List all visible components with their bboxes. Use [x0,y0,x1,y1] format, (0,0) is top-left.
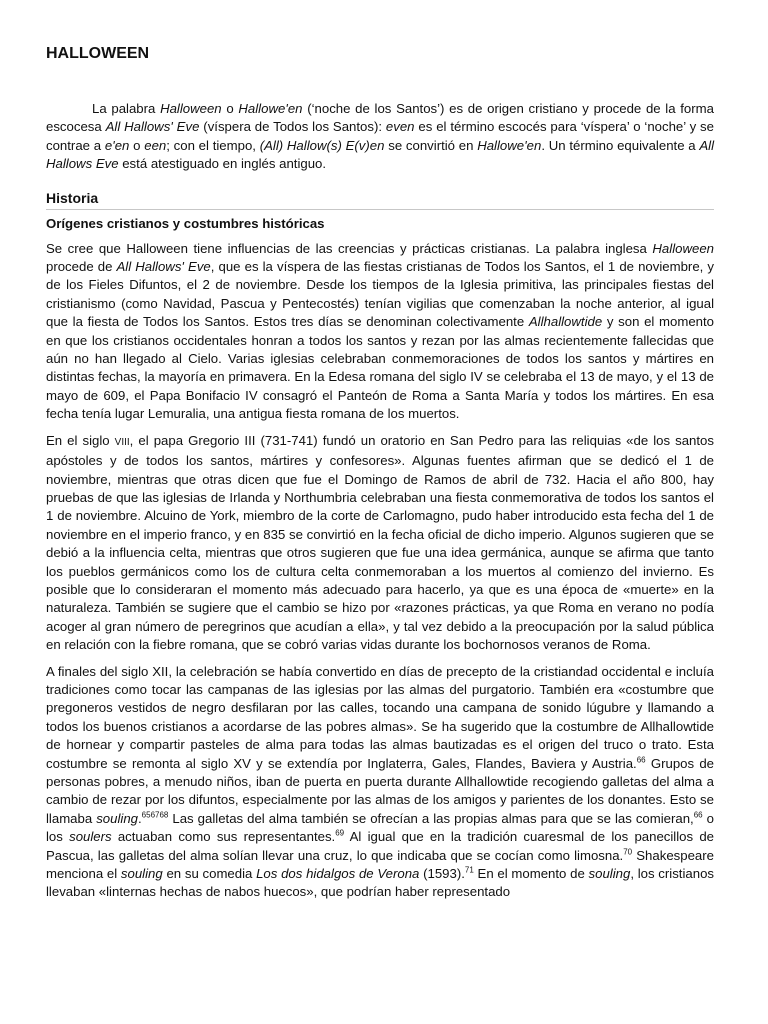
body-paragraph-3: A finales del siglo XII, la celebración se había convertido en días de precepto de la cristiandad occidental e incluía tradiciones como tocar las campanas de las iglesias por las almas del purgatorio. También era «costumbre que pregoneros vestidos de negro desfilaran por las calles, tocando una campana de sonido lúgubre y llamando a todos los buenos cristianos a acordarse de las pobres almas». Se ha sugerido que la costumbre de Allhallowtide de hornear y compartir pasteles de alma para todas las almas bautizadas es el origen del truco o trato. Esta costumbre se remonta al siglo XV y se extendía por Inglaterra, Gales, Flandes, Baviera y Austria.$^{66}$ Grupos de personas pobres, a menudo niños, iban de puerta en puerta durante Allhallowtide recogiendo galletas del alma a cambio de rezar por los difuntos, especialmente por las almas de los amigos y parientes de los donantes. Esto se llamaba souling.$^{656768}$ Las galletas del alma también se ofrecían a las propias almas para que se las comieran,$^{66}$ o los soulers actuaban como sus representantes.$^{69}$ Al igual que en la tradición cuaresmal de los panecillos de Pascua, las galletas del alma solían llevar una cruz, lo que indicaba que se cocían como limosna.$^{70}$ Shakespeare menciona el souling en su comedia Los dos hidalgos de Verona (1593).$^{71}$ En el momento de souling, los cristianos llevaban «linternas hechas de nabos huecos», que podrían haber representado [46,663,715,900]
body-paragraph-2: En el siglo VIII, el papa Gregorio III (731-741) fundó un oratorio en San Pedro para las reliquias «de los santos apóstoles y de todos los santos, mártires y confesores». Algunas fuentes afirman que se dedicó el 1 de noviembre, mientras que otras dicen que fue el Domingo de Ramos de abril de 732. Hacia el año 800, hay pruebas de que las iglesias de Irlanda y Northumbria celebraban una fiesta conmemorativa de todos los santos el 1 de noviembre. Alcuino de York, miembro de la corte de Carlomagno, pudo haber introducido esta fecha del 1 de noviembre en el imperio franco, y en 835 se convirtió en la fecha oficial de dicho imperio. Algunos sugieren que se debió a la influencia celta, mientras que otros sugieren que fue una idea germánica, aunque se afirma que tanto los pueblos germánicos como los de cultura celta conmemoraban a los muertos al comienzo del invierno. Es posible que lo consideraran el momento más adecuado para hacerlo, ya que es una época de «muerte» en la naturaleza. También se sugiere que el cambio se hizo por «razones prácticas, ya que Roma en verano no podía acoger al gran número de peregrinos que acudían a ella», y tal vez debido a la preocupación por la salud pública en relación con la fiebre romana, que se cobró varias vidas durante los bochornosos veranos de Roma. [46,432,714,653]
intro-paragraph: La palabra Halloween o Hallowe'en (‘noche de los Santos’) es de origen cristiano y procede de la forma escocesa All Hallows' Eve (víspera de Todos los Santos): even es el término escocés para ‘víspera’ o ‘noche’ y se contrae a e'en o een; con el tiempo, (All) Hallow(s) E(v)en se convirtió en Hallowe'en. Un término equivalente a All Hallows Eve está atestiguado en inglés antiguo. [46,101,715,172]
subsection-heading-origenes: Orígenes cristianos y costumbres históricas [46,215,325,231]
section-heading-historia: Historia [46,188,714,210]
document-title: HALLOWEEN [46,45,150,62]
body-paragraph-1: Se cree que Halloween tiene influencias de las creencias y prácticas cristianas. La palabra inglesa Halloween procede de All Hallows' Eve, que es la víspera de las fiestas cristianas de Todos los Santos, el 1 de noviembre, y de los Fieles Difuntos, el 2 de noviembre. Desde los tiempos de la Iglesia primitiva, las principales fiestas del cristianismo (como Navidad, Pascua y Pentecostés) tenían vigilias que comenzaban la noche anterior, al igual que la fiesta de Todos los Santos. Estos tres días se denominan colectivamente Allhallowtide y son el momento en que los cristianos occidentales honran a todos los santos y rezan por las almas recientemente fallecidas que aún no han llegado al Cielo. Varias iglesias celebraban conmemoraciones de todos los santos y mártires en distintas fechas, la mayoría en primavera. En la Edesa romana del siglo IV se celebraba el 13 de mayo, y el 13 de mayo de 609, el Papa Bonifacio IV consagró el Panteón de Roma a Santa María y todos los mártires. En esa fecha tenía lugar Lemuralia, una antigua fiesta romana de los muertos. [46,240,715,422]
